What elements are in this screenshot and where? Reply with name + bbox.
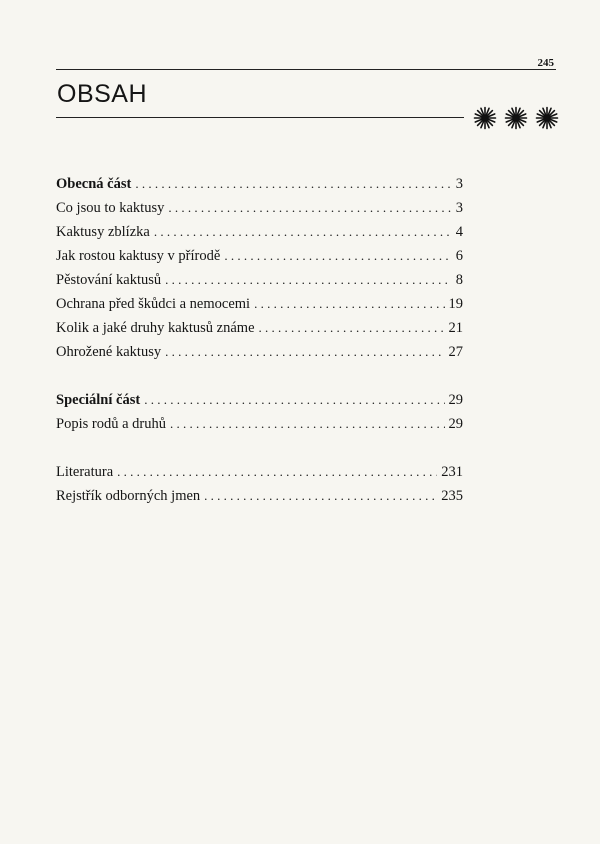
toc-entry (56, 460, 463, 484)
dot-leader (117, 460, 437, 484)
toc-entry-page: 6 (455, 248, 463, 264)
toc-entry (56, 220, 463, 244)
asterisk-flower-icon (473, 106, 497, 130)
page-number: 245 (537, 57, 554, 69)
table-of-contents (56, 172, 463, 532)
toc-entry (56, 244, 463, 268)
toc-entry (56, 388, 463, 412)
dot-leader (254, 292, 444, 316)
title-rule (56, 117, 464, 118)
asterisk-flower-icon (535, 106, 559, 130)
toc-entry-page: 29 (448, 392, 463, 408)
toc-section (56, 172, 463, 364)
toc-entry-title: Popis rodů a druhů (56, 416, 166, 432)
toc-entry-page: 3 (455, 176, 463, 192)
toc-entry (56, 196, 463, 220)
page-title: OBSAH (57, 80, 148, 108)
toc-entry (56, 292, 463, 316)
toc-entry-title: Rejstřík odborných jmen (56, 488, 201, 504)
dot-leader (165, 340, 444, 364)
toc-entry-page: 3 (455, 200, 463, 216)
toc-entry-title: Literatura (56, 464, 114, 480)
dot-leader (135, 172, 451, 196)
ornament-group (473, 106, 559, 130)
toc-section (56, 460, 463, 508)
toc-entry-title: Speciální část (56, 392, 141, 408)
dot-leader (154, 220, 452, 244)
toc-entry (56, 172, 463, 196)
toc-entry-title: Jak rostou kaktusy v přírodě (56, 248, 221, 264)
toc-entry-page: 8 (455, 272, 463, 288)
dot-leader (165, 268, 452, 292)
dot-leader (204, 484, 437, 508)
toc-entry-page: 21 (448, 320, 463, 336)
toc-entry-title: Ohrožené kaktusy (56, 344, 162, 360)
toc-section (56, 388, 463, 436)
toc-entry-page: 4 (455, 224, 463, 240)
toc-entry-page: 231 (441, 464, 463, 480)
toc-entry-page: 29 (448, 416, 463, 432)
toc-entry-title: Pěstování kaktusů (56, 272, 162, 288)
toc-entry-title: Kaktusy zblízka (56, 224, 150, 240)
toc-entry (56, 484, 463, 508)
dot-leader (259, 316, 445, 340)
toc-entry (56, 412, 463, 436)
dot-leader (144, 388, 444, 412)
dot-leader (168, 196, 451, 220)
toc-entry-page: 27 (448, 344, 463, 360)
toc-entry (56, 268, 463, 292)
dot-leader (170, 412, 445, 436)
header-rule (56, 69, 556, 70)
toc-entry-title: Ochrana před škůdci a nemocemi (56, 296, 251, 312)
toc-entry-title: Obecná část (56, 176, 132, 192)
toc-entry-title: Co jsou to kaktusy (56, 200, 165, 216)
toc-entry-page: 235 (441, 488, 463, 504)
toc-entry-title: Kolik a jaké druhy kaktusů známe (56, 320, 255, 336)
toc-entry (56, 316, 463, 340)
dot-leader (224, 244, 451, 268)
toc-entry (56, 340, 463, 364)
toc-entry-page: 19 (448, 296, 463, 312)
asterisk-flower-icon (504, 106, 528, 130)
